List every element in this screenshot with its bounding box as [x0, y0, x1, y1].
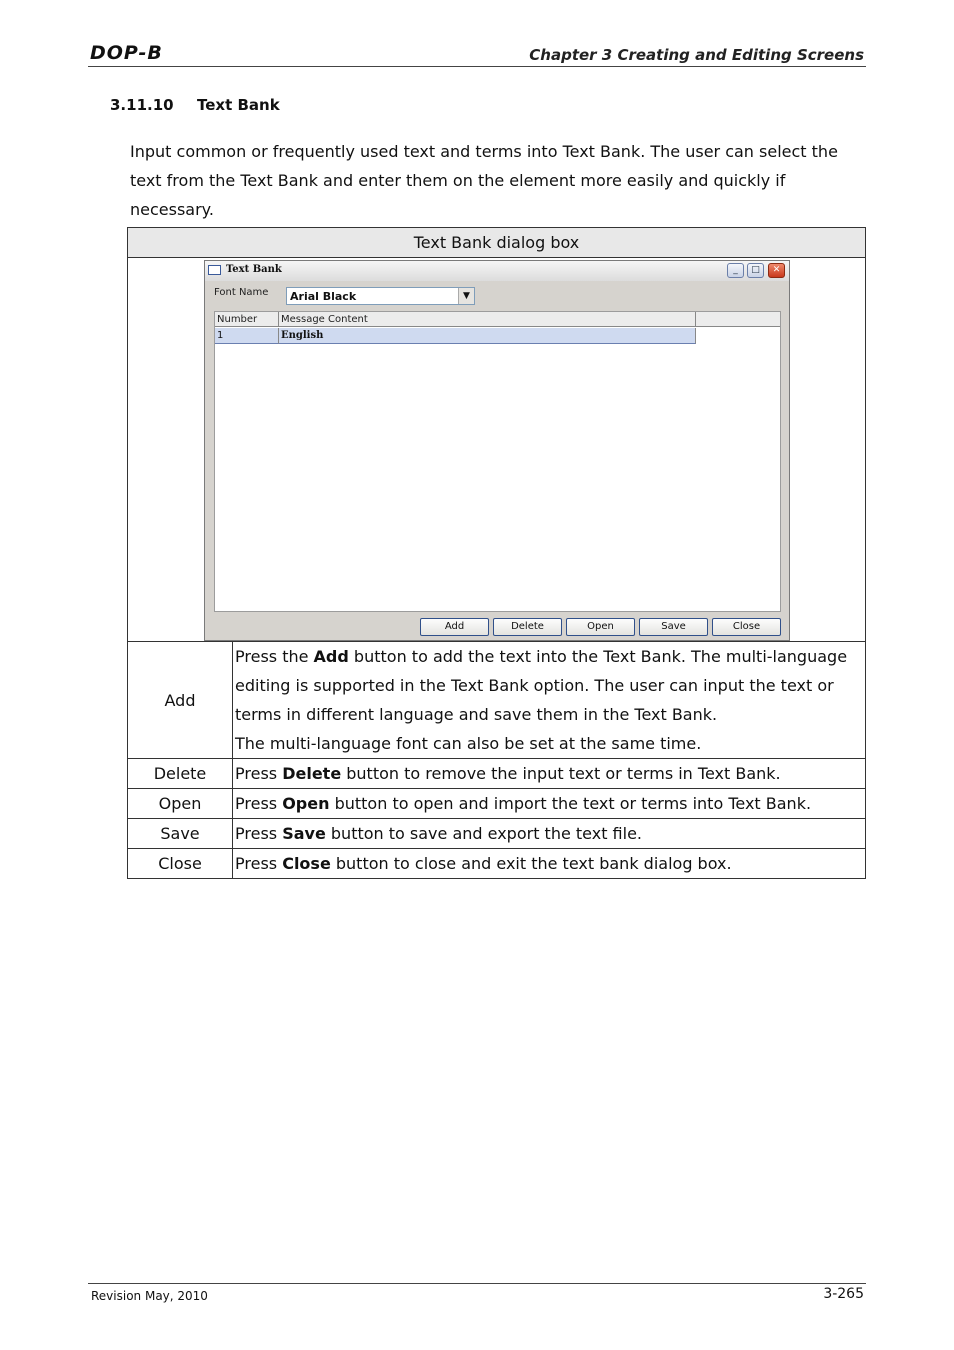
desc-bold: Delete	[282, 764, 342, 783]
page-number: 3-265	[823, 1286, 864, 1302]
text-bank-dialog	[204, 260, 790, 641]
dop-b-logo: DOP-B	[90, 42, 163, 64]
add-button[interactable]: Add	[420, 618, 489, 636]
desc-text: Press	[235, 824, 283, 843]
header-rule	[88, 66, 866, 67]
footer-rule	[88, 1283, 866, 1284]
close-button[interactable]: Close	[712, 618, 781, 636]
desc-text: Press the	[235, 647, 314, 666]
desc-bold: Open	[282, 794, 330, 813]
desc-text: Press	[235, 794, 283, 813]
desc-text: Press	[235, 764, 283, 783]
row-desc-delete	[233, 759, 866, 789]
row-desc-close	[233, 849, 866, 879]
desc-text: button to save and export the text file.	[325, 824, 643, 843]
dialog-title: Text Bank	[226, 264, 282, 275]
close-icon[interactable]: ✕	[768, 263, 785, 278]
section-heading	[110, 96, 280, 114]
row-desc-save	[233, 819, 866, 849]
maximize-icon[interactable]: □	[747, 263, 764, 278]
column-header-blank	[696, 312, 780, 327]
row-key-save: Save	[128, 819, 233, 849]
desc-bold: Add	[313, 647, 349, 666]
intro-paragraph: Input common or frequently used text and terms into Text Bank. The user can select the text from the Text Bank and enter them on the element more easily and quickly if necessary.	[130, 142, 838, 219]
revision-date: Revision May, 2010	[91, 1289, 208, 1303]
font-name-label: Font Name	[214, 287, 269, 298]
row-key-delete: Delete	[128, 759, 233, 789]
font-name-value: Arial Black	[290, 290, 357, 303]
chapter-title: Chapter 3 Creating and Editing Screens	[529, 46, 864, 64]
desc-text-extra: The multi-language font can also be set at the same time.	[235, 734, 702, 753]
row-key-open: Open	[128, 789, 233, 819]
save-button[interactable]: Save	[639, 618, 708, 636]
desc-text: button to open and import the text or terms into Text Bank.	[329, 794, 812, 813]
dialog-screenshot-cell	[128, 258, 866, 642]
desc-text: button to close and exit the text bank dialog box.	[330, 854, 732, 873]
desc-text: button to add the text into the Text Bank. The multi-language editing is supported in the Text Bank option. The user can input the text or terms in different language and save them in the Text Bank.	[235, 647, 848, 724]
section-title: Text Bank	[197, 96, 280, 114]
column-header-message-content[interactable]: Message Content	[279, 312, 696, 327]
row-key-close: Close	[128, 849, 233, 879]
desc-bold: Close	[282, 854, 331, 873]
desc-text: button to remove the input text or terms in Text Bank.	[341, 764, 781, 783]
section-number: 3.11.10	[110, 96, 174, 114]
row-desc-open	[233, 789, 866, 819]
delete-button[interactable]: Delete	[493, 618, 562, 636]
desc-text: Press	[235, 854, 283, 873]
row-key-add: Add	[128, 642, 233, 759]
desc-bold: Save	[282, 824, 326, 843]
open-button[interactable]: Open	[566, 618, 635, 636]
column-header-number[interactable]: Number	[215, 312, 279, 327]
chevron-down-icon[interactable]: ▼	[458, 288, 474, 304]
row-desc-add	[233, 642, 866, 759]
message-grid[interactable]	[214, 311, 781, 612]
text-bank-table	[127, 227, 866, 879]
dialog-titlebar	[205, 261, 789, 281]
row-content-cell[interactable]: English	[279, 328, 696, 344]
row-number-cell[interactable]: 1	[215, 328, 279, 344]
table-caption: Text Bank dialog box	[128, 228, 866, 258]
minimize-icon[interactable]: _	[727, 263, 744, 278]
window-icon	[208, 265, 221, 275]
font-name-select[interactable]	[286, 287, 475, 305]
